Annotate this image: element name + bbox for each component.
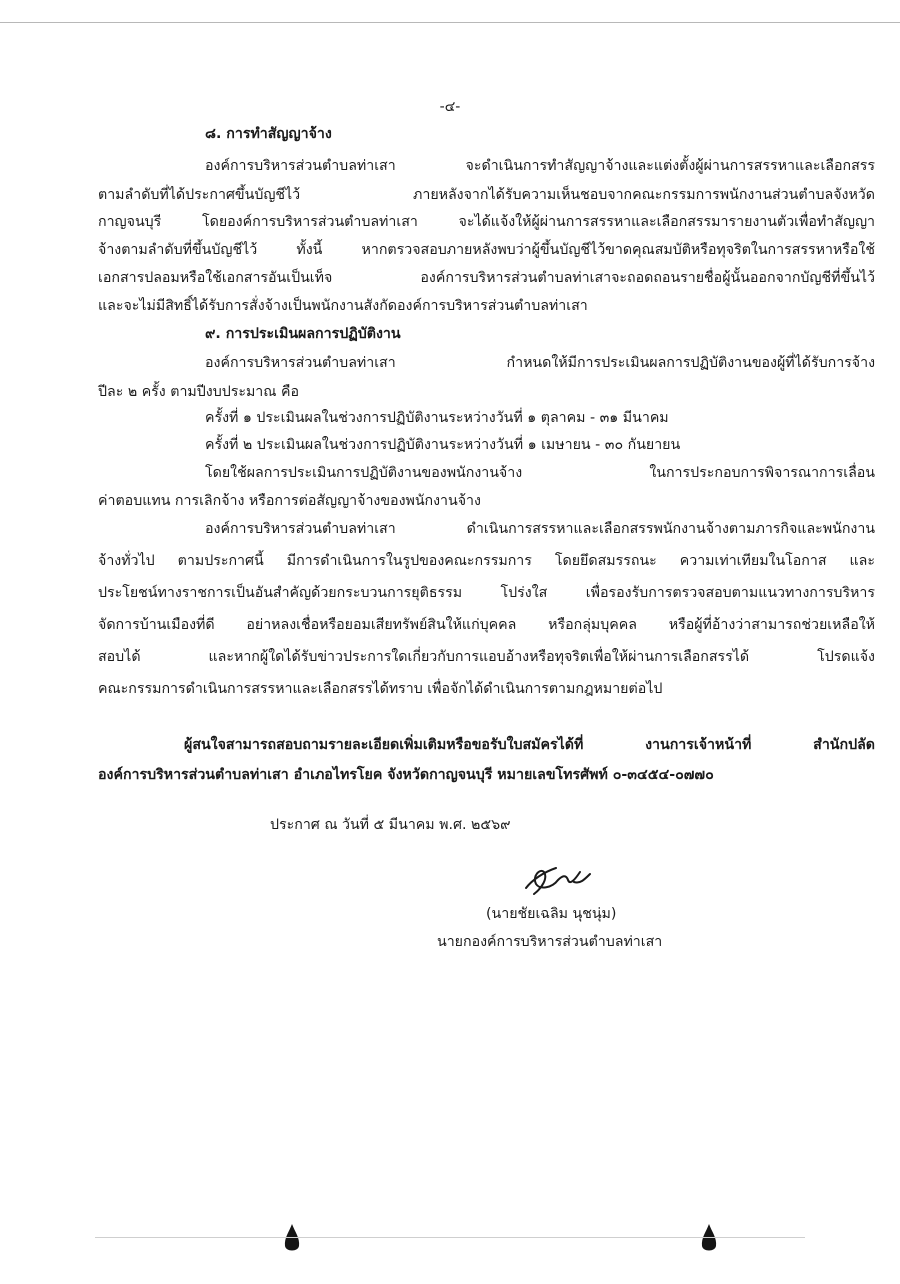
- signer-title: นายกองค์การบริหารส่วนตำบลท่าเสา: [437, 934, 663, 950]
- signature: [522, 858, 602, 898]
- evaluation-period-1: ครั้งที่ ๑ ประเมินผลในช่วงการปฏิบัติงานระหว่างวันที่ ๑ ตุลาคม - ๓๑ มีนาคม: [205, 410, 669, 426]
- section-8-line-2: ตามลำดับที่ได้ประกาศขึ้นบัญชีไว้ ภายหลังจากได้รับความเห็นชอบจากคณะกรรมการพนักงานส่วนตำบลจังหวัด: [98, 187, 875, 203]
- section-9-heading: ๙. การประเมินผลการปฏิบัติงาน: [205, 326, 401, 342]
- section-9-line-5: โดยใช้ผลการประเมินการปฏิบัติงานของพนักงานจ้าง ในการประกอบการพิจารณาการเลื่อน: [205, 465, 875, 481]
- punch-hole-mark-left: [280, 1222, 304, 1256]
- contact-line-2: องค์การบริหารส่วนตำบลท่าเสา อำเภอไทรโยค จังหวัดกาญจนบุรี หมายเลขโทรศัพท์ ๐-๓๔๕๔-๐๗๗๐: [98, 767, 714, 783]
- section-9-line-1: องค์การบริหารส่วนตำบลท่าเสา กำหนดให้มีการประเมินผลการปฏิบัติงานของผู้ที่ได้รับการจ้าง: [205, 355, 875, 371]
- signer-name: (นายชัยเฉลิม นุชนุ่ม): [486, 906, 617, 922]
- section-8-heading: ๘. การทำสัญญาจ้าง: [205, 126, 332, 142]
- closing-line-4: จัดการบ้านเมืองที่ดี อย่าหลงเชื่อหรือยอมเสียทรัพย์สินให้แก่บุคคล หรือกลุ่มบุคคล หรือผู้ที่อ้างว่าสามารถช่วยเหลือให้: [98, 617, 875, 633]
- closing-line-6: คณะกรรมการดำเนินการสรรหาและเลือกสรรได้ทราบ เพื่อจักได้ดำเนินการตามกฎหมายต่อไป: [98, 681, 663, 697]
- section-9-line-2: ปีละ ๒ ครั้ง ตามปีงบประมาณ คือ: [98, 384, 299, 400]
- closing-line-3: ประโยชน์ทางราชการเป็นอันสำคัญด้วยกระบวนการยุติธรรม โปร่งใส เพื่อรองรับการตรวจสอบตามแนวทางการบริหาร: [98, 585, 875, 601]
- closing-line-5: สอบได้ และหากผู้ใดได้รับข่าวประการใดเกี่ยวกับการแอบอ้างหรือทุจริตเพื่อให้ผ่านการเลือกสรรได้ โปรดแจ้ง: [98, 649, 875, 665]
- section-8-line-6: และจะไม่มีสิทธิ์ได้รับการสั่งจ้างเป็นพนักงานสังกัดองค์การบริหารส่วนตำบลท่าเสา: [98, 298, 588, 314]
- announcement-date: ประกาศ ณ วันที่ ๕ มีนาคม พ.ศ. ๒๕๖๙: [270, 817, 511, 833]
- section-8-line-5: เอกสารปลอมหรือใช้เอกสารอันเป็นเท็จ องค์การบริหารส่วนตำบลท่าเสาจะถอดถอนรายชื่อผู้นั้นออกจากบัญชีที่ขึ้นไว้: [98, 270, 875, 286]
- page-number: -๔-: [439, 99, 461, 115]
- top-rule: [0, 22, 900, 23]
- closing-line-2: จ้างทั่วไป ตามประกาศนี้ มีการดำเนินการในรูปของคณะกรรมการ โดยยึดสมรรถนะ ความเท่าเทียมในโอกาส และ: [98, 553, 875, 569]
- closing-line-1: องค์การบริหารส่วนตำบลท่าเสา ดำเนินการสรรหาและเลือกสรรพนักงานจ้างตามภารกิจและพนักงาน: [205, 521, 875, 537]
- bottom-rule: [95, 1237, 805, 1238]
- evaluation-period-2: ครั้งที่ ๒ ประเมินผลในช่วงการปฏิบัติงานระหว่างวันที่ ๑ เมษายน - ๓๐ กันยายน: [205, 437, 681, 453]
- section-8-line-3: กาญจนบุรี โดยองค์การบริหารส่วนตำบลท่าเสา จะได้แจ้งให้ผู้ผ่านการสรรหาและเลือกสรรมารายงานตัวเพื่อทำสัญญา: [98, 214, 875, 230]
- section-8-line-4: จ้างตามลำดับที่ขึ้นบัญชีไว้ ทั้งนี้ หากตรวจสอบภายหลังพบว่าผู้ขึ้นบัญชีไว้ขาดคุณสมบัติหรือทุจริตในการสรรหาหรือใช้: [98, 242, 875, 258]
- punch-hole-mark-right: [697, 1222, 721, 1256]
- section-9-line-6: ค่าตอบแทน การเลิกจ้าง หรือการต่อสัญญาจ้างของพนักงานจ้าง: [98, 493, 481, 509]
- contact-line-1: ผู้สนใจสามารถสอบถามรายละเอียดเพิ่มเติมหรือขอรับใบสมัครได้ที่ งานการเจ้าหน้าที่ สำนักปลัด: [184, 737, 875, 753]
- section-8-line-1: องค์การบริหารส่วนตำบลท่าเสา จะดำเนินการทำสัญญาจ้างและแต่งตั้งผู้ผ่านการสรรหาและเลือกสรร: [205, 158, 875, 174]
